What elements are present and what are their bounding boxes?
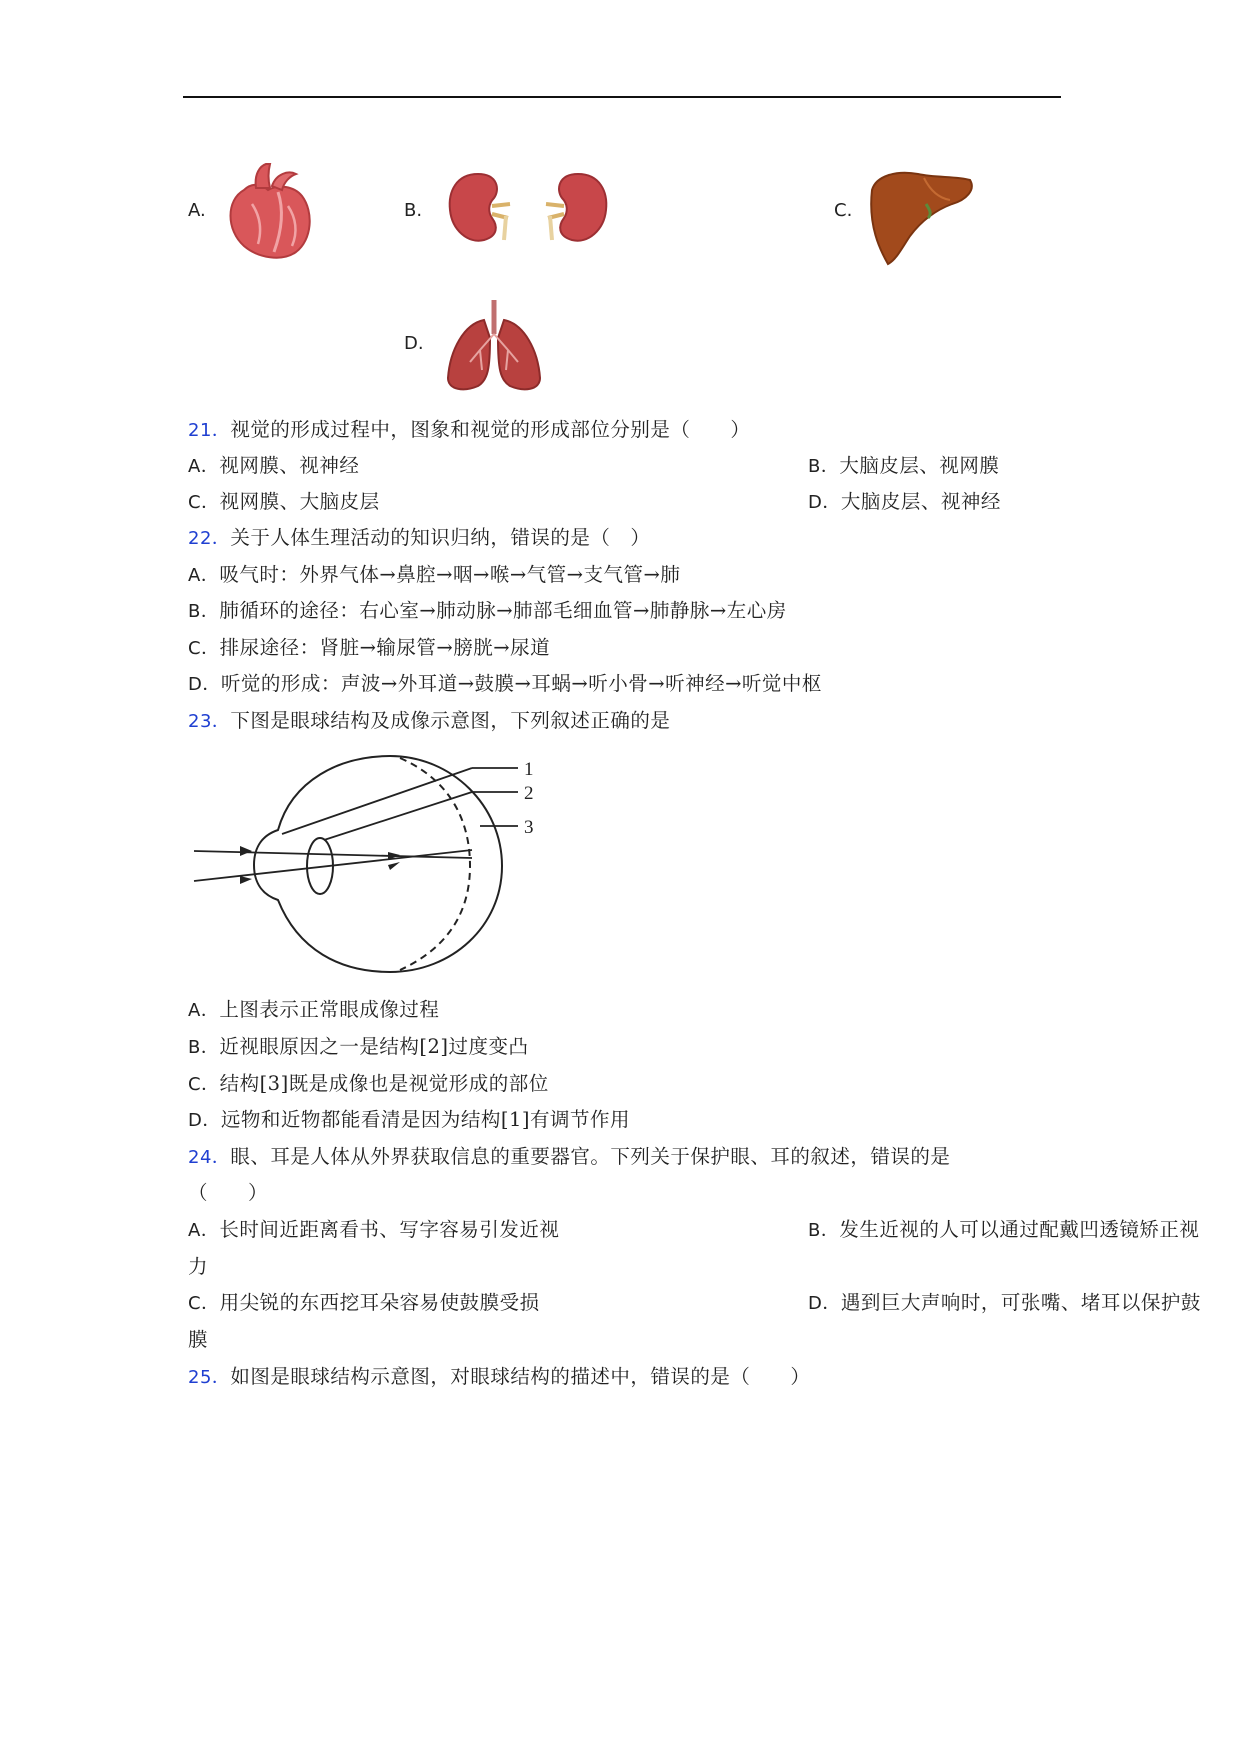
eyeball-diagram — [190, 750, 550, 978]
q21-row2 — [188, 490, 1001, 515]
option-label: A． — [188, 1000, 220, 1021]
option-label: C． — [188, 638, 220, 659]
eyeball-outline — [254, 756, 502, 972]
lungs-icon — [444, 298, 544, 394]
question-stem: 关于人体生理活动的知识归纳，错误的是（ ） — [230, 526, 651, 549]
option-text: 视网膜、大脑皮层 — [219, 490, 380, 513]
option-text: 吸气时：外界气体→鼻腔→咽→喉→气管→支气管→肺 — [219, 563, 681, 586]
figure-label-3: 3 — [524, 817, 534, 838]
q24-stem-cont: （ ） — [188, 1181, 269, 1204]
option-text: 视网膜、视神经 — [219, 454, 360, 477]
option-text: 大脑皮层、视神经 — [840, 490, 1001, 513]
q24-stem — [188, 1145, 950, 1170]
question-stem: 下图是眼球结构及成像示意图，下列叙述正确的是 — [230, 709, 671, 732]
q24-row2 — [188, 1291, 1201, 1316]
q24-option-b-wrap: 力 — [188, 1255, 209, 1278]
pointer-2 — [324, 792, 472, 840]
question-number: 21． — [188, 420, 231, 441]
option-label: C． — [188, 492, 220, 513]
question-number: 22． — [188, 528, 231, 549]
figure-label-1: 1 — [524, 759, 534, 780]
option-c-label: C. — [834, 200, 853, 221]
q21-row1 — [188, 454, 1000, 479]
question-stem: 如图是眼球结构示意图，对眼球结构的描述中，错误的是（ ） — [230, 1365, 811, 1388]
header-rule — [183, 96, 1061, 98]
option-text: 排尿途径：肾脏→输尿管→膀胱→尿道 — [219, 636, 551, 659]
option-label: A． — [188, 1220, 220, 1241]
ray-arrow — [240, 846, 252, 856]
option-label: B． — [188, 1037, 220, 1058]
option-b-label: B. — [404, 200, 423, 221]
option-text: 长时间近距离看书、写字容易引发近视 — [219, 1218, 560, 1241]
question-number: 24． — [188, 1147, 231, 1168]
option-label: B． — [808, 456, 840, 477]
kidneys-icon — [448, 170, 608, 246]
heart-icon — [222, 160, 316, 262]
option-text: 遇到巨大声响时，可张嘴、堵耳以保护鼓 — [840, 1291, 1201, 1314]
figure-label-2: 2 — [524, 783, 534, 804]
option-text: 上图表示正常眼成像过程 — [219, 998, 440, 1021]
option-label: A． — [188, 565, 220, 586]
q24-option-d-wrap: 膜 — [188, 1328, 209, 1351]
option-label: D． — [188, 674, 221, 695]
q22-option-d — [188, 672, 822, 697]
option-text: 肺循环的途径：右心室→肺动脉→肺部毛细血管→肺静脉→左心房 — [219, 599, 787, 622]
q22-option-c — [188, 636, 550, 661]
option-label: C． — [188, 1074, 220, 1095]
question-number: 23． — [188, 711, 231, 732]
option-label: B． — [188, 601, 220, 622]
option-text: 远物和近物都能看清是因为结构[1]有调节作用 — [220, 1108, 630, 1131]
liver-icon — [866, 170, 976, 266]
ray-arrow — [388, 862, 400, 870]
option-label: A． — [188, 456, 220, 477]
q25-stem — [188, 1365, 810, 1390]
question-number: 25． — [188, 1367, 231, 1388]
q24-row1 — [188, 1218, 1200, 1243]
q23-option-d — [188, 1108, 630, 1133]
option-text: 大脑皮层、视网膜 — [839, 454, 1000, 477]
ray-arrow — [240, 876, 252, 884]
q23-option-c — [188, 1072, 549, 1097]
q22-option-a — [188, 563, 680, 588]
option-label: B． — [808, 1220, 840, 1241]
option-text: 发生近视的人可以通过配戴凹透镜矫正视 — [839, 1218, 1200, 1241]
option-a-label: A. — [188, 200, 206, 221]
q22-option-b — [188, 599, 787, 624]
question-stem: 眼、耳是人体从外界获取信息的重要器官。下列关于保护眼、耳的叙述，错误的是 — [230, 1145, 951, 1168]
option-d-label: D. — [404, 333, 424, 354]
q23-option-b — [188, 1035, 528, 1060]
q23-option-a — [188, 998, 439, 1023]
option-label: D． — [808, 492, 841, 513]
option-text: 结构[3]既是成像也是视觉形成的部位 — [219, 1072, 549, 1095]
q23-stem — [188, 709, 670, 734]
option-text: 听觉的形成：声波→外耳道→鼓膜→耳蜗→听小骨→听神经→听觉中枢 — [220, 672, 822, 695]
option-text: 近视眼原因之一是结构[2]过度变凸 — [219, 1035, 529, 1058]
option-label: C． — [188, 1293, 220, 1314]
option-label: D． — [188, 1110, 221, 1131]
option-text: 用尖锐的东西挖耳朵容易使鼓膜受损 — [219, 1291, 540, 1314]
q22-stem — [188, 526, 650, 551]
q21-stem — [188, 418, 750, 443]
question-stem: 视觉的形成过程中，图象和视觉的形成部位分别是（ ） — [230, 418, 751, 441]
option-label: D． — [808, 1293, 841, 1314]
